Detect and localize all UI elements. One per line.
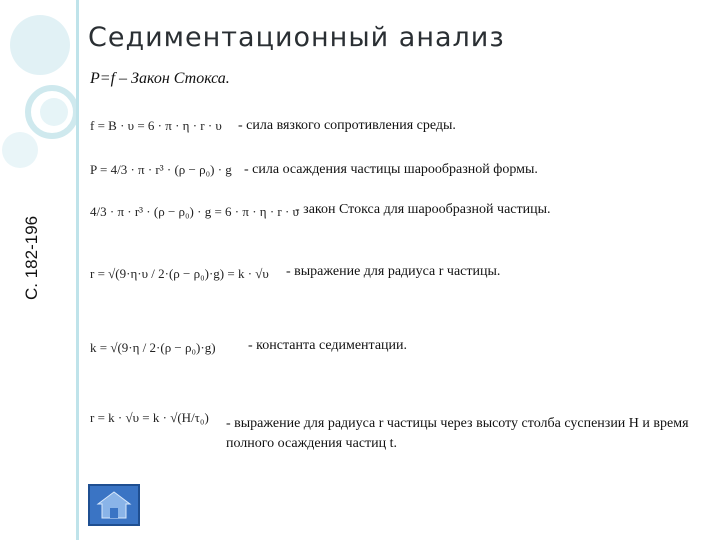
desc-radius: - выражение для радиуса r частицы. (286, 264, 501, 279)
formula-stokes-law: 4/3 · π · r³ · (ρ − ρ₀) · g = 6 · π · η · r · υ (90, 204, 299, 219)
desc-settling-force: - сила осаждения частицы шарообразной формы. (244, 162, 538, 177)
formula-viscous-force: f = B · υ = 6 · π · η · r · υ (90, 118, 222, 133)
desc-viscous-force: - сила вязкого сопротивления среды. (238, 118, 456, 133)
home-button[interactable] (88, 484, 140, 526)
slide-subtitle: P=f – Закон Стокса. (90, 70, 230, 87)
desc-stokes-law: - закон Стокса для шарообразной частицы. (295, 202, 551, 217)
slide-title: Седиментационный анализ (88, 22, 505, 53)
formula-sedimentation-constant: k = √(9·η / 2·(ρ − ρ₀)·g) (90, 340, 216, 355)
formula-radius: r = √(9·η·υ / 2·(ρ − ρ₀)·g) = k · √υ (90, 266, 269, 281)
formula-settling-force: P = 4/3 · π · r³ · (ρ − ρ₀) · g (90, 162, 232, 177)
desc-radius-height: - выражение для радиуса r частицы через высоту столба суспензии H и время полного осаждения частиц t. (226, 416, 689, 451)
side-accent-line (76, 0, 79, 540)
page-reference: С. 182-196 (22, 215, 41, 300)
desc-sedimentation-constant: - константа седиментации. (248, 338, 408, 353)
formula-radius-height: r = k · √υ = k · √(H/τ₀) (90, 410, 209, 425)
home-icon (90, 486, 138, 524)
